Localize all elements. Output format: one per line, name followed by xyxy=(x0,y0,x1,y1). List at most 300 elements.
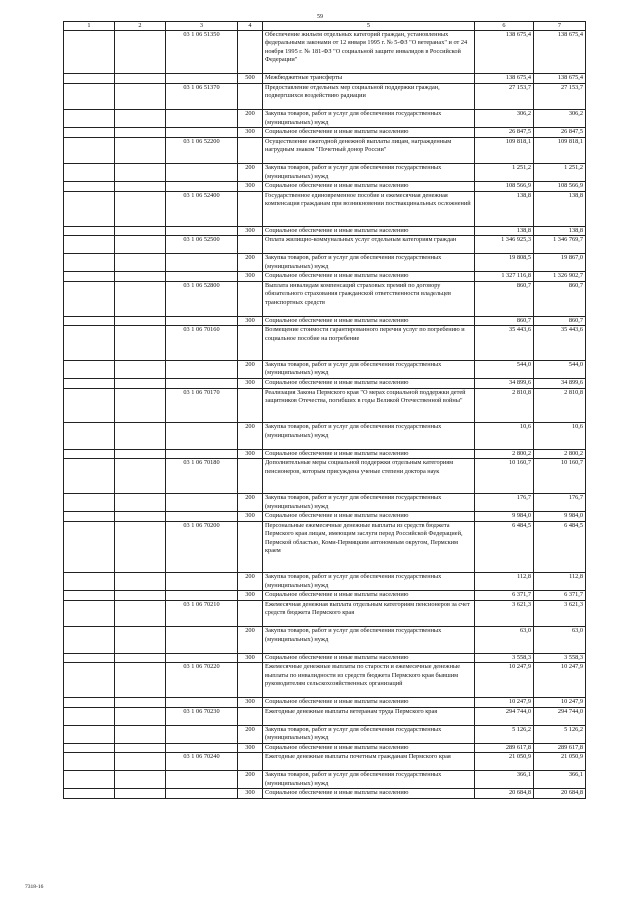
cell-amount-2: 306,2 xyxy=(534,110,586,128)
page-number: 59 xyxy=(317,14,323,20)
cell-expense-type: 300 xyxy=(238,743,263,753)
table-row xyxy=(64,573,586,591)
cell-col2 xyxy=(115,707,166,725)
column-number: 6 xyxy=(475,22,534,31)
cell-name: Оплата жилищно-коммунальных услуг отдельным категориям граждан xyxy=(263,236,475,254)
table-row xyxy=(64,423,586,449)
cell-col1 xyxy=(64,449,115,459)
cell-expense-type xyxy=(238,600,263,626)
cell-name: Социальное обеспечение и иные выплаты населению xyxy=(263,316,475,326)
cell-code: 03 1 06 51370 xyxy=(166,83,238,109)
cell-col2 xyxy=(115,459,166,494)
cell-expense-type xyxy=(238,83,263,109)
cell-expense-type: 200 xyxy=(238,771,263,789)
cell-col1 xyxy=(64,137,115,163)
cell-amount-2: 10 247,9 xyxy=(534,663,586,698)
cell-amount-1: 10 247,9 xyxy=(475,663,534,698)
cell-col1 xyxy=(64,521,115,573)
cell-expense-type: 300 xyxy=(238,316,263,326)
cell-amount-1: 1 327 116,8 xyxy=(475,272,534,282)
cell-name: Социальное обеспечение и иные выплаты населению xyxy=(263,226,475,236)
cell-amount-1: 19 808,5 xyxy=(475,254,534,272)
cell-amount-1: 138,8 xyxy=(475,226,534,236)
cell-expense-type: 200 xyxy=(238,360,263,378)
cell-amount-1: 112,8 xyxy=(475,573,534,591)
cell-code: 03 1 06 51350 xyxy=(166,31,238,74)
cell-col1 xyxy=(64,698,115,708)
cell-expense-type: 300 xyxy=(238,512,263,522)
cell-code xyxy=(166,698,238,708)
cell-amount-1: 10 247,9 xyxy=(475,698,534,708)
table-row xyxy=(64,137,586,163)
cell-code: 03 1 06 70210 xyxy=(166,600,238,626)
cell-amount-2: 9 984,0 xyxy=(534,512,586,522)
table-row xyxy=(64,725,586,743)
table-row xyxy=(64,191,586,226)
cell-col2 xyxy=(115,128,166,138)
cell-name: Социальное обеспечение и иные выплаты населению xyxy=(263,182,475,192)
cell-amount-2: 10,6 xyxy=(534,423,586,449)
cell-col1 xyxy=(64,236,115,254)
cell-code xyxy=(166,378,238,388)
table-row xyxy=(64,326,586,361)
table-row xyxy=(64,707,586,725)
cell-amount-1: 3 621,3 xyxy=(475,600,534,626)
cell-col2 xyxy=(115,753,166,771)
cell-col2 xyxy=(115,164,166,182)
table-row xyxy=(64,236,586,254)
cell-amount-2: 2 800,2 xyxy=(534,449,586,459)
cell-col1 xyxy=(64,707,115,725)
cell-code xyxy=(166,182,238,192)
cell-col1 xyxy=(64,423,115,449)
table-row xyxy=(64,226,586,236)
cell-name: Закупка товаров, работ и услуг для обеспечения государственных (муниципальных) нужд xyxy=(263,110,475,128)
cell-col2 xyxy=(115,449,166,459)
cell-amount-2: 35 443,6 xyxy=(534,326,586,361)
cell-col2 xyxy=(115,388,166,423)
cell-code xyxy=(166,272,238,282)
cell-col2 xyxy=(115,512,166,522)
cell-name: Социальное обеспечение и иные выплаты населению xyxy=(263,272,475,282)
column-number: 3 xyxy=(166,22,238,31)
cell-col1 xyxy=(64,627,115,653)
cell-expense-type: 200 xyxy=(238,573,263,591)
cell-expense-type: 300 xyxy=(238,591,263,601)
cell-code xyxy=(166,725,238,743)
cell-name: Закупка товаров, работ и услуг для обеспечения государственных (муниципальных) нужд xyxy=(263,494,475,512)
cell-col1 xyxy=(64,789,115,799)
cell-amount-2: 294 744,0 xyxy=(534,707,586,725)
cell-col2 xyxy=(115,316,166,326)
cell-expense-type xyxy=(238,753,263,771)
cell-name: Социальное обеспечение и иные выплаты населению xyxy=(263,698,475,708)
cell-expense-type: 300 xyxy=(238,182,263,192)
table-row xyxy=(64,789,586,799)
cell-amount-1: 306,2 xyxy=(475,110,534,128)
cell-code xyxy=(166,254,238,272)
cell-expense-type: 200 xyxy=(238,164,263,182)
cell-code: 03 1 06 52800 xyxy=(166,281,238,316)
cell-amount-1: 289 617,8 xyxy=(475,743,534,753)
cell-col2 xyxy=(115,771,166,789)
cell-code: 03 1 06 70240 xyxy=(166,753,238,771)
cell-name: Межбюджетные трансферты xyxy=(263,74,475,84)
cell-name: Социальное обеспечение и иные выплаты населению xyxy=(263,789,475,799)
cell-col2 xyxy=(115,254,166,272)
cell-col1 xyxy=(64,771,115,789)
cell-col2 xyxy=(115,137,166,163)
cell-amount-2: 109 818,1 xyxy=(534,137,586,163)
cell-amount-1: 860,7 xyxy=(475,316,534,326)
cell-expense-type xyxy=(238,707,263,725)
cell-col2 xyxy=(115,725,166,743)
cell-expense-type: 200 xyxy=(238,627,263,653)
cell-amount-2: 27 153,7 xyxy=(534,83,586,109)
cell-expense-type xyxy=(238,521,263,573)
cell-expense-type: 200 xyxy=(238,725,263,743)
cell-col1 xyxy=(64,753,115,771)
cell-col1 xyxy=(64,272,115,282)
cell-name: Закупка товаров, работ и услуг для обеспечения государственных (муниципальных) нужд xyxy=(263,423,475,449)
cell-col1 xyxy=(64,128,115,138)
cell-amount-1: 10,6 xyxy=(475,423,534,449)
cell-amount-1: 108 566,9 xyxy=(475,182,534,192)
cell-col1 xyxy=(64,226,115,236)
cell-name: Обеспечение жильем отдельных категорий граждан, установленных федеральными законами от 12 января 1995 г. № 5-ФЗ "О ветеранах" и от 24 ноября 1995 г. № 181-ФЗ "О социальной защите инвалидов в Российской Федерации" xyxy=(263,31,475,74)
cell-col1 xyxy=(64,494,115,512)
cell-col1 xyxy=(64,459,115,494)
cell-amount-1: 20 684,8 xyxy=(475,789,534,799)
cell-amount-2: 860,7 xyxy=(534,316,586,326)
cell-amount-1: 26 847,5 xyxy=(475,128,534,138)
cell-amount-1: 10 160,7 xyxy=(475,459,534,494)
cell-col1 xyxy=(64,653,115,663)
cell-name: Закупка товаров, работ и услуг для обеспечения государственных (муниципальных) нужд xyxy=(263,627,475,653)
cell-col2 xyxy=(115,281,166,316)
table-row xyxy=(64,449,586,459)
cell-col1 xyxy=(64,164,115,182)
cell-amount-1: 9 984,0 xyxy=(475,512,534,522)
cell-name: Ежегодные денежные выплаты ветеранам труда Пермского края xyxy=(263,707,475,725)
cell-code xyxy=(166,423,238,449)
table-row xyxy=(64,627,586,653)
table-row xyxy=(64,459,586,494)
table-row xyxy=(64,360,586,378)
cell-amount-2: 20 684,8 xyxy=(534,789,586,799)
cell-amount-1: 5 126,2 xyxy=(475,725,534,743)
cell-amount-2: 21 050,9 xyxy=(534,753,586,771)
cell-expense-type: 200 xyxy=(238,254,263,272)
table-row xyxy=(64,743,586,753)
cell-col2 xyxy=(115,653,166,663)
cell-code: 03 1 06 52400 xyxy=(166,191,238,226)
cell-expense-type: 300 xyxy=(238,378,263,388)
cell-expense-type xyxy=(238,663,263,698)
column-number: 5 xyxy=(263,22,475,31)
cell-name: Социальное обеспечение и иные выплаты населению xyxy=(263,743,475,753)
cell-name: Закупка товаров, работ и услуг для обеспечения государственных (муниципальных) нужд xyxy=(263,360,475,378)
cell-code xyxy=(166,573,238,591)
cell-col2 xyxy=(115,378,166,388)
cell-code xyxy=(166,591,238,601)
cell-amount-1: 63,0 xyxy=(475,627,534,653)
cell-name: Социальное обеспечение и иные выплаты населению xyxy=(263,378,475,388)
cell-expense-type xyxy=(238,236,263,254)
cell-col1 xyxy=(64,31,115,74)
cell-code xyxy=(166,789,238,799)
cell-col2 xyxy=(115,272,166,282)
cell-amount-1: 138 675,4 xyxy=(475,31,534,74)
cell-amount-2: 366,1 xyxy=(534,771,586,789)
cell-col2 xyxy=(115,326,166,361)
table-row xyxy=(64,316,586,326)
cell-col2 xyxy=(115,226,166,236)
cell-expense-type: 300 xyxy=(238,789,263,799)
cell-expense-type xyxy=(238,459,263,494)
cell-col2 xyxy=(115,110,166,128)
cell-name: Возмещение стоимости гарантированного перечня услуг по погребению и социальное пособие на погребение xyxy=(263,326,475,361)
cell-col1 xyxy=(64,378,115,388)
cell-name: Осуществление ежегодной денежной выплаты лицам, награжденным нагрудным знаком "Почетный донор России" xyxy=(263,137,475,163)
cell-col2 xyxy=(115,360,166,378)
cell-expense-type xyxy=(238,191,263,226)
cell-col1 xyxy=(64,191,115,226)
cell-amount-1: 2 810,8 xyxy=(475,388,534,423)
cell-col1 xyxy=(64,743,115,753)
cell-code: 03 1 06 70200 xyxy=(166,521,238,573)
cell-col2 xyxy=(115,573,166,591)
table-row xyxy=(64,591,586,601)
cell-col1 xyxy=(64,388,115,423)
cell-amount-2: 10 247,9 xyxy=(534,698,586,708)
cell-name: Реализация Закона Пермского края "О мерах социальной поддержки детей защитников Отечества, погибших в годы Великой Отечественной войны" xyxy=(263,388,475,423)
cell-amount-1: 35 443,6 xyxy=(475,326,534,361)
cell-expense-type xyxy=(238,137,263,163)
cell-col1 xyxy=(64,663,115,698)
cell-amount-2: 112,8 xyxy=(534,573,586,591)
budget-table xyxy=(63,21,586,799)
cell-col2 xyxy=(115,236,166,254)
cell-amount-1: 138,8 xyxy=(475,191,534,226)
cell-col1 xyxy=(64,512,115,522)
cell-name: Социальное обеспечение и иные выплаты населению xyxy=(263,653,475,663)
cell-amount-1: 366,1 xyxy=(475,771,534,789)
cell-code xyxy=(166,449,238,459)
cell-code: 03 1 06 70170 xyxy=(166,388,238,423)
cell-name: Закупка товаров, работ и услуг для обеспечения государственных (муниципальных) нужд xyxy=(263,725,475,743)
cell-col2 xyxy=(115,494,166,512)
cell-code: 03 1 06 70180 xyxy=(166,459,238,494)
cell-amount-2: 1 251,2 xyxy=(534,164,586,182)
cell-amount-1: 27 153,7 xyxy=(475,83,534,109)
cell-col1 xyxy=(64,110,115,128)
table-row xyxy=(64,494,586,512)
cell-code xyxy=(166,128,238,138)
cell-amount-2: 26 847,5 xyxy=(534,128,586,138)
cell-amount-1: 34 899,6 xyxy=(475,378,534,388)
cell-amount-1: 2 800,2 xyxy=(475,449,534,459)
cell-amount-2: 289 617,8 xyxy=(534,743,586,753)
cell-code xyxy=(166,110,238,128)
cell-amount-2: 3 621,3 xyxy=(534,600,586,626)
table-row xyxy=(64,83,586,109)
column-number: 1 xyxy=(64,22,115,31)
cell-expense-type xyxy=(238,31,263,74)
column-number: 4 xyxy=(238,22,263,31)
table-row xyxy=(64,521,586,573)
cell-name: Персональные ежемесячные денежные выплаты из средств бюджета Пермского края лицам, имеющим заслуги перед Российской Федерацией, Пермской областью, Коми-Пермяцким автономным округом, Пермским краем xyxy=(263,521,475,573)
cell-col2 xyxy=(115,743,166,753)
table-row xyxy=(64,512,586,522)
cell-amount-1: 1 251,2 xyxy=(475,164,534,182)
cell-col1 xyxy=(64,360,115,378)
table-row xyxy=(64,74,586,84)
table-row xyxy=(64,663,586,698)
cell-name: Государственное единовременное пособие и ежемесячная денежная компенсация гражданам при возникновении поствакцинальных осложнений xyxy=(263,191,475,226)
cell-name: Социальное обеспечение и иные выплаты населению xyxy=(263,591,475,601)
cell-col1 xyxy=(64,725,115,743)
cell-amount-2: 19 867,0 xyxy=(534,254,586,272)
cell-code xyxy=(166,653,238,663)
cell-amount-2: 3 558,3 xyxy=(534,653,586,663)
cell-amount-2: 10 160,7 xyxy=(534,459,586,494)
cell-col2 xyxy=(115,191,166,226)
cell-name: Предоставление отдельных мер социальной поддержки граждан, подвергшихся воздействию радиации xyxy=(263,83,475,109)
cell-expense-type: 300 xyxy=(238,272,263,282)
table-row xyxy=(64,653,586,663)
cell-amount-2: 5 126,2 xyxy=(534,725,586,743)
table-row xyxy=(64,110,586,128)
cell-code xyxy=(166,74,238,84)
cell-col2 xyxy=(115,74,166,84)
cell-name: Закупка товаров, работ и услуг для обеспечения государственных (муниципальных) нужд xyxy=(263,164,475,182)
cell-col1 xyxy=(64,281,115,316)
cell-name: Закупка товаров, работ и услуг для обеспечения государственных (муниципальных) нужд xyxy=(263,254,475,272)
cell-amount-2: 138,8 xyxy=(534,191,586,226)
cell-name: Социальное обеспечение и иные выплаты населению xyxy=(263,512,475,522)
cell-name: Закупка товаров, работ и услуг для обеспечения государственных (муниципальных) нужд xyxy=(263,771,475,789)
cell-amount-2: 6 484,5 xyxy=(534,521,586,573)
cell-col1 xyxy=(64,326,115,361)
cell-amount-1: 138 675,4 xyxy=(475,74,534,84)
cell-col1 xyxy=(64,83,115,109)
cell-amount-2: 63,0 xyxy=(534,627,586,653)
cell-amount-2: 176,7 xyxy=(534,494,586,512)
table-row xyxy=(64,164,586,182)
cell-code xyxy=(166,771,238,789)
cell-expense-type: 500 xyxy=(238,74,263,84)
cell-col2 xyxy=(115,521,166,573)
cell-expense-type: 300 xyxy=(238,698,263,708)
table-body xyxy=(64,31,586,799)
cell-amount-2: 1 326 902,7 xyxy=(534,272,586,282)
cell-col1 xyxy=(64,316,115,326)
cell-name: Ежемесячная денежная выплата отдельным категориям пенсионеров за счет средств бюджета Пермского края xyxy=(263,600,475,626)
cell-col2 xyxy=(115,31,166,74)
cell-code xyxy=(166,164,238,182)
cell-col2 xyxy=(115,627,166,653)
table-row xyxy=(64,388,586,423)
cell-expense-type: 300 xyxy=(238,653,263,663)
cell-name: Ежегодные денежные выплаты почетным гражданам Пермского края xyxy=(263,753,475,771)
cell-expense-type xyxy=(238,388,263,423)
cell-amount-1: 6 484,5 xyxy=(475,521,534,573)
cell-expense-type: 300 xyxy=(238,128,263,138)
cell-code xyxy=(166,627,238,653)
table-row xyxy=(64,600,586,626)
cell-amount-1: 21 050,9 xyxy=(475,753,534,771)
cell-code xyxy=(166,316,238,326)
cell-col1 xyxy=(64,591,115,601)
table-row xyxy=(64,281,586,316)
cell-amount-1: 1 346 925,3 xyxy=(475,236,534,254)
cell-amount-2: 138 675,4 xyxy=(534,31,586,74)
cell-col2 xyxy=(115,423,166,449)
cell-col1 xyxy=(64,573,115,591)
cell-amount-1: 544,0 xyxy=(475,360,534,378)
table-row xyxy=(64,753,586,771)
cell-code xyxy=(166,743,238,753)
table-row xyxy=(64,182,586,192)
cell-name: Выплата инвалидам компенсаций страховых премий по договору обязательного страхования гражданской ответственности владельцев транспортных средств xyxy=(263,281,475,316)
cell-amount-1: 176,7 xyxy=(475,494,534,512)
footer-code: 7318-16 xyxy=(25,884,44,890)
cell-code: 03 1 06 70220 xyxy=(166,663,238,698)
cell-col1 xyxy=(64,182,115,192)
cell-name: Закупка товаров, работ и услуг для обеспечения государственных (муниципальных) нужд xyxy=(263,573,475,591)
table-row xyxy=(64,771,586,789)
cell-amount-1: 109 818,1 xyxy=(475,137,534,163)
cell-code xyxy=(166,226,238,236)
cell-amount-2: 2 810,8 xyxy=(534,388,586,423)
cell-amount-2: 138 675,4 xyxy=(534,74,586,84)
cell-amount-1: 3 558,3 xyxy=(475,653,534,663)
cell-code: 03 1 06 52500 xyxy=(166,236,238,254)
cell-amount-1: 860,7 xyxy=(475,281,534,316)
cell-name: Социальное обеспечение и иные выплаты населению xyxy=(263,449,475,459)
cell-code xyxy=(166,512,238,522)
cell-col2 xyxy=(115,591,166,601)
cell-col2 xyxy=(115,698,166,708)
cell-code: 03 1 06 70160 xyxy=(166,326,238,361)
cell-amount-2: 6 371,7 xyxy=(534,591,586,601)
cell-amount-2: 860,7 xyxy=(534,281,586,316)
table-row xyxy=(64,698,586,708)
cell-expense-type: 200 xyxy=(238,494,263,512)
cell-name: Ежемесячные денежные выплаты по старости и ежемесячные денежные выплаты по инвалидности из средств бюджета Пермского края бывшим руководителям сельскохозяйственных организаций xyxy=(263,663,475,698)
cell-col2 xyxy=(115,789,166,799)
cell-amount-2: 138,8 xyxy=(534,226,586,236)
table-row xyxy=(64,272,586,282)
cell-col2 xyxy=(115,600,166,626)
cell-col1 xyxy=(64,74,115,84)
cell-code xyxy=(166,494,238,512)
cell-amount-2: 34 899,6 xyxy=(534,378,586,388)
column-number: 7 xyxy=(534,22,586,31)
cell-expense-type: 300 xyxy=(238,449,263,459)
cell-col2 xyxy=(115,182,166,192)
table-row xyxy=(64,31,586,74)
cell-expense-type: 300 xyxy=(238,226,263,236)
column-number: 2 xyxy=(115,22,166,31)
cell-code: 03 1 06 52200 xyxy=(166,137,238,163)
cell-expense-type xyxy=(238,281,263,316)
cell-col2 xyxy=(115,663,166,698)
cell-name: Социальное обеспечение и иные выплаты населению xyxy=(263,128,475,138)
table-row xyxy=(64,378,586,388)
cell-col2 xyxy=(115,83,166,109)
